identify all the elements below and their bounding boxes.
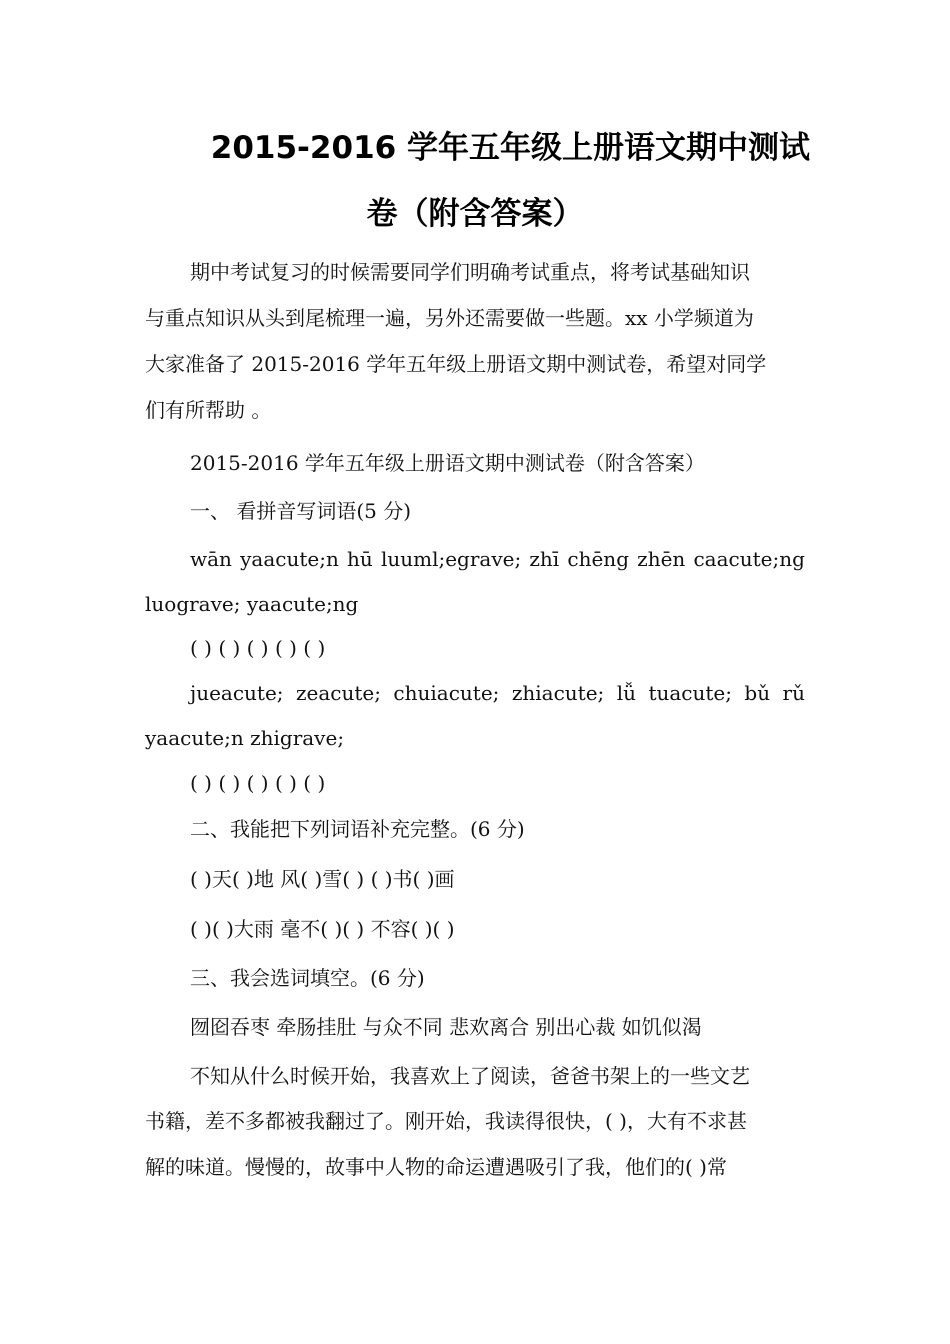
section2-heading: 二、我能把下列词语补充完整。(6 分) [190,817,525,841]
pinyin-word: tuacute; [648,681,732,705]
intro-line-2: 与重点知识从头到尾梳理一遍，另外还需要做一些题。xx 小学频道为 [145,306,754,330]
idiom-fill-line-1: ( )天( )地 风( )雪( ) ( )书( )画 [190,867,455,891]
idiom-fill-line-2: ( )( )大雨 毫不( )( ) 不容( )( ) [190,917,455,941]
pinyin-row-1-cont: luograve; yaacute;ng [145,592,359,616]
intro-line-1: 期中考试复习的时候需要同学们明确考试重点，将考试基础知识 [190,260,750,284]
pinyin-word: caacute;ng [693,547,805,571]
intro-line-4: 们有所帮助 。 [145,398,272,422]
pinyin-row-1 [190,545,805,573]
passage-line-3: 解的味道。慢慢的，故事中人物的命运遭遇吸引了我，他们的( )常 [145,1155,727,1179]
pinyin-word: rǔ [782,681,805,705]
pinyin-word: wān [190,547,232,571]
pinyin-row-2-cont: yaacute;n zhigrave; [145,726,345,750]
section1-heading: 一、 看拼音写词语(5 分) [190,499,412,523]
pinyin-word: zeacute; [295,681,381,705]
document-title-line1: 2015-2016 学年五年级上册语文期中测试 [210,130,810,166]
pinyin-word: bǔ [744,681,771,705]
pinyin-word: lǚ [616,681,636,705]
pinyin-word: hū [347,547,373,571]
answer-blanks-2: ( ) ( ) ( ) ( ) ( ) [190,771,326,795]
pinyin-word: luuml;egrave; [380,547,522,571]
word-options: 囫囵吞枣 牵肠挂肚 与众不同 悲欢离合 别出心裁 如饥似渴 [190,1015,702,1039]
intro-line-3: 大家准备了 2015-2016 学年五年级上册语文期中测试卷，希望对同学 [145,352,767,376]
pinyin-word: chuiacute; [393,681,500,705]
pinyin-word: jueacute; [190,681,284,705]
pinyin-row-2 [190,679,805,707]
pinyin-word: zhiacute; [511,681,605,705]
pinyin-word: yaacute;n [240,547,339,571]
pinyin-word: chēng [567,547,629,571]
passage-line-1: 不知从什么时候开始，我喜欢上了阅读，爸爸书架上的一些文艺 [190,1064,750,1088]
passage-line-2: 书籍，差不多都被我翻过了。刚开始，我读得很快，( )，大有不求甚 [145,1109,747,1133]
document-title-line2: 卷（附含答案） [366,196,584,232]
pinyin-word: zhēn [637,547,686,571]
section3-heading: 三、我会选词填空。(6 分) [190,966,425,990]
answer-blanks-1: ( ) ( ) ( ) ( ) ( ) [190,636,326,660]
exam-subtitle: 2015-2016 学年五年级上册语文期中测试卷（附含答案） [190,451,705,475]
pinyin-word: zhī [529,547,560,571]
